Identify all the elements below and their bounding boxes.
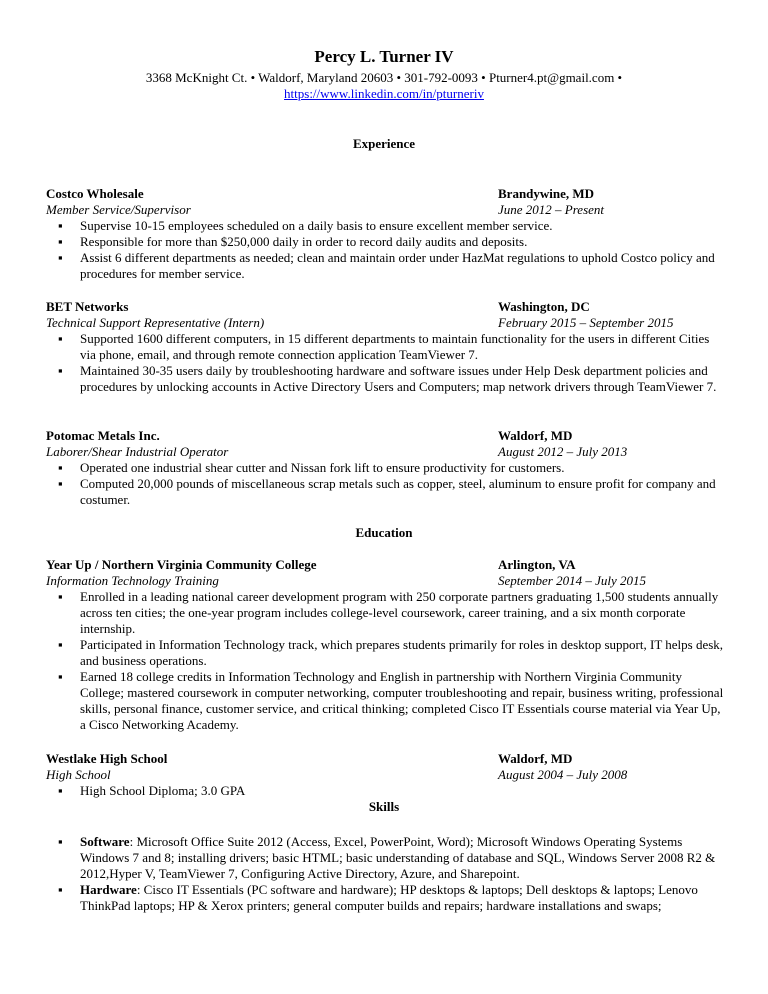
- edu-location: Arlington, VA: [498, 557, 576, 572]
- job-dates: February 2015 – September 2015: [498, 315, 674, 330]
- bullet-icon: ▪: [58, 460, 63, 475]
- job-org: Potomac Metals Inc.: [46, 428, 160, 443]
- job-role: Member Service/Supervisor: [46, 202, 191, 217]
- bullet-icon: ▪: [58, 363, 63, 378]
- bullet-icon: ▪: [58, 669, 63, 684]
- job-location: Washington, DC: [498, 299, 590, 314]
- bullet-icon: ▪: [58, 250, 63, 265]
- bullet-icon: ▪: [58, 882, 63, 897]
- bullet-icon: ▪: [58, 834, 63, 849]
- list-item: ▪ Assist 6 different departments as needed; clean and maintain order under HazMat regulations to uphold Costco policy and procedures for member service.: [58, 250, 715, 281]
- list-item: ▪ Supervise 10-15 employees scheduled on a daily basis to ensure excellent member service.: [58, 218, 553, 233]
- job-org: Costco Wholesale: [46, 186, 144, 201]
- list-item: ▪ Enrolled in a leading national career development program with 250 corporate partners graduating 1,500 students annually across ten cities; the one-year program includes college-level coursework, career training, and a six month corporate internship.: [58, 589, 719, 636]
- skill-text: : Cisco IT Essentials (PC software and hardware); HP desktops & laptops; Dell desktops & laptops; Lenovo ThinkPad laptops; HP & Xerox printers; general computer builds and repairs; hardware installations and swaps;: [80, 882, 698, 913]
- job-role: Laborer/Shear Industrial Operator: [46, 444, 229, 459]
- edu-dates: August 2004 – July 2008: [498, 767, 628, 782]
- list-item: ▪ Participated in Information Technology track, which prepares students primarily for roles in desktop support, IT helps desk, and business operations.: [58, 637, 724, 668]
- list-item: ▪ Computed 20,000 pounds of miscellaneous scrap metals such as copper, steel, aluminum to ensure profit for company and costumer.: [58, 476, 716, 507]
- job-org: BET Networks: [46, 299, 129, 314]
- resume-name: Percy L. Turner IV: [314, 47, 454, 66]
- job-location: Brandywine, MD: [498, 186, 595, 201]
- skill-label: Hardware: [80, 882, 137, 897]
- job-bullets: [46, 331, 726, 395]
- job-costco: [46, 186, 726, 282]
- list-item: ▪ Operated one industrial shear cutter and Nissan fork lift to ensure productivity for customers.: [58, 460, 565, 475]
- edu-westlake: [46, 751, 726, 799]
- list-item: [46, 834, 726, 882]
- job-potomac: [46, 428, 726, 508]
- bullet-icon: ▪: [58, 331, 63, 346]
- job-location: Waldorf, MD: [498, 428, 573, 443]
- list-item: ▪ Earned 18 college credits in Information Technology and English in partnership with Northern Virginia Community College; mastered coursework in computer networking, computer troubleshooting and repair, business writing, professional skills, personal finance, customer service, and critical thinking; completed Cisco IT Essentials course material via Year Up, a Cisco Networking Academy.: [58, 669, 724, 732]
- edu-bullets: [46, 783, 726, 799]
- edu-org: Year Up / Northern Virginia Community College: [46, 557, 317, 572]
- linkedin-link[interactable]: https://www.linkedin.com/in/pturneriv: [284, 86, 484, 101]
- list-item: ▪ Maintained 30-35 users daily by troubleshooting hardware and software issues under Help Desk department policies and procedures by unlocking accounts in Active Directory Users and Computers; map network drivers through TeamViewer 7.: [58, 363, 717, 394]
- edu-org: Westlake High School: [46, 751, 168, 766]
- bullet-icon: ▪: [58, 476, 63, 491]
- experience-heading: Experience: [352, 136, 416, 151]
- job-dates: June 2012 – Present: [498, 202, 605, 217]
- edu-role: Information Technology Training: [46, 573, 219, 588]
- skills-bullets: [46, 834, 726, 914]
- bullet-icon: ▪: [58, 783, 63, 798]
- edu-role: High School: [46, 767, 111, 782]
- job-bullets: [46, 460, 726, 508]
- bullet-icon: ▪: [58, 234, 63, 249]
- bullet-icon: ▪: [58, 218, 63, 233]
- skill-label: Software: [80, 834, 130, 849]
- list-item: ▪ Supported 1600 different computers, in 15 different departments to maintain functionality for the users in different Cities via phone, email, and through remote connection application TeamViewer 7.: [58, 331, 710, 362]
- edu-location: Waldorf, MD: [498, 751, 573, 766]
- edu-yearup: [46, 557, 726, 733]
- bullet-icon: ▪: [58, 589, 63, 604]
- skills-block: [46, 834, 726, 914]
- contact-line: 3368 McKnight Ct. • Waldorf, Maryland 20603 • 301-792-0093 • Pturner4.pt@gmail.com •: [145, 70, 623, 85]
- job-bet: [46, 299, 726, 395]
- skills-heading: Skills: [368, 799, 400, 814]
- edu-dates: September 2014 – July 2015: [498, 573, 647, 588]
- job-dates: August 2012 – July 2013: [498, 444, 628, 459]
- edu-bullets: [46, 589, 726, 733]
- bullet-icon: ▪: [58, 637, 63, 652]
- list-item: ▪ High School Diploma; 3.0 GPA: [58, 783, 246, 798]
- list-item: [46, 882, 726, 914]
- job-bullets: [46, 218, 726, 282]
- job-role: Technical Support Representative (Intern): [46, 315, 265, 330]
- education-heading: Education: [355, 525, 413, 540]
- list-item: ▪ Responsible for more than $250,000 daily in order to record daily audits and deposits.: [58, 234, 528, 249]
- linkedin-line: [0, 86, 768, 102]
- skill-text: : Microsoft Office Suite 2012 (Access, Excel, PowerPoint, Word); Microsoft Windows Operating Systems Windows 7 and 8; installing drivers; basic HTML; basic understanding of database and SQL, Windows Server 2008 R2 & 2012,Hyper V, TeamViewer 7, Configuring Active Directory, Azure, and Sharepoint.: [80, 834, 716, 881]
